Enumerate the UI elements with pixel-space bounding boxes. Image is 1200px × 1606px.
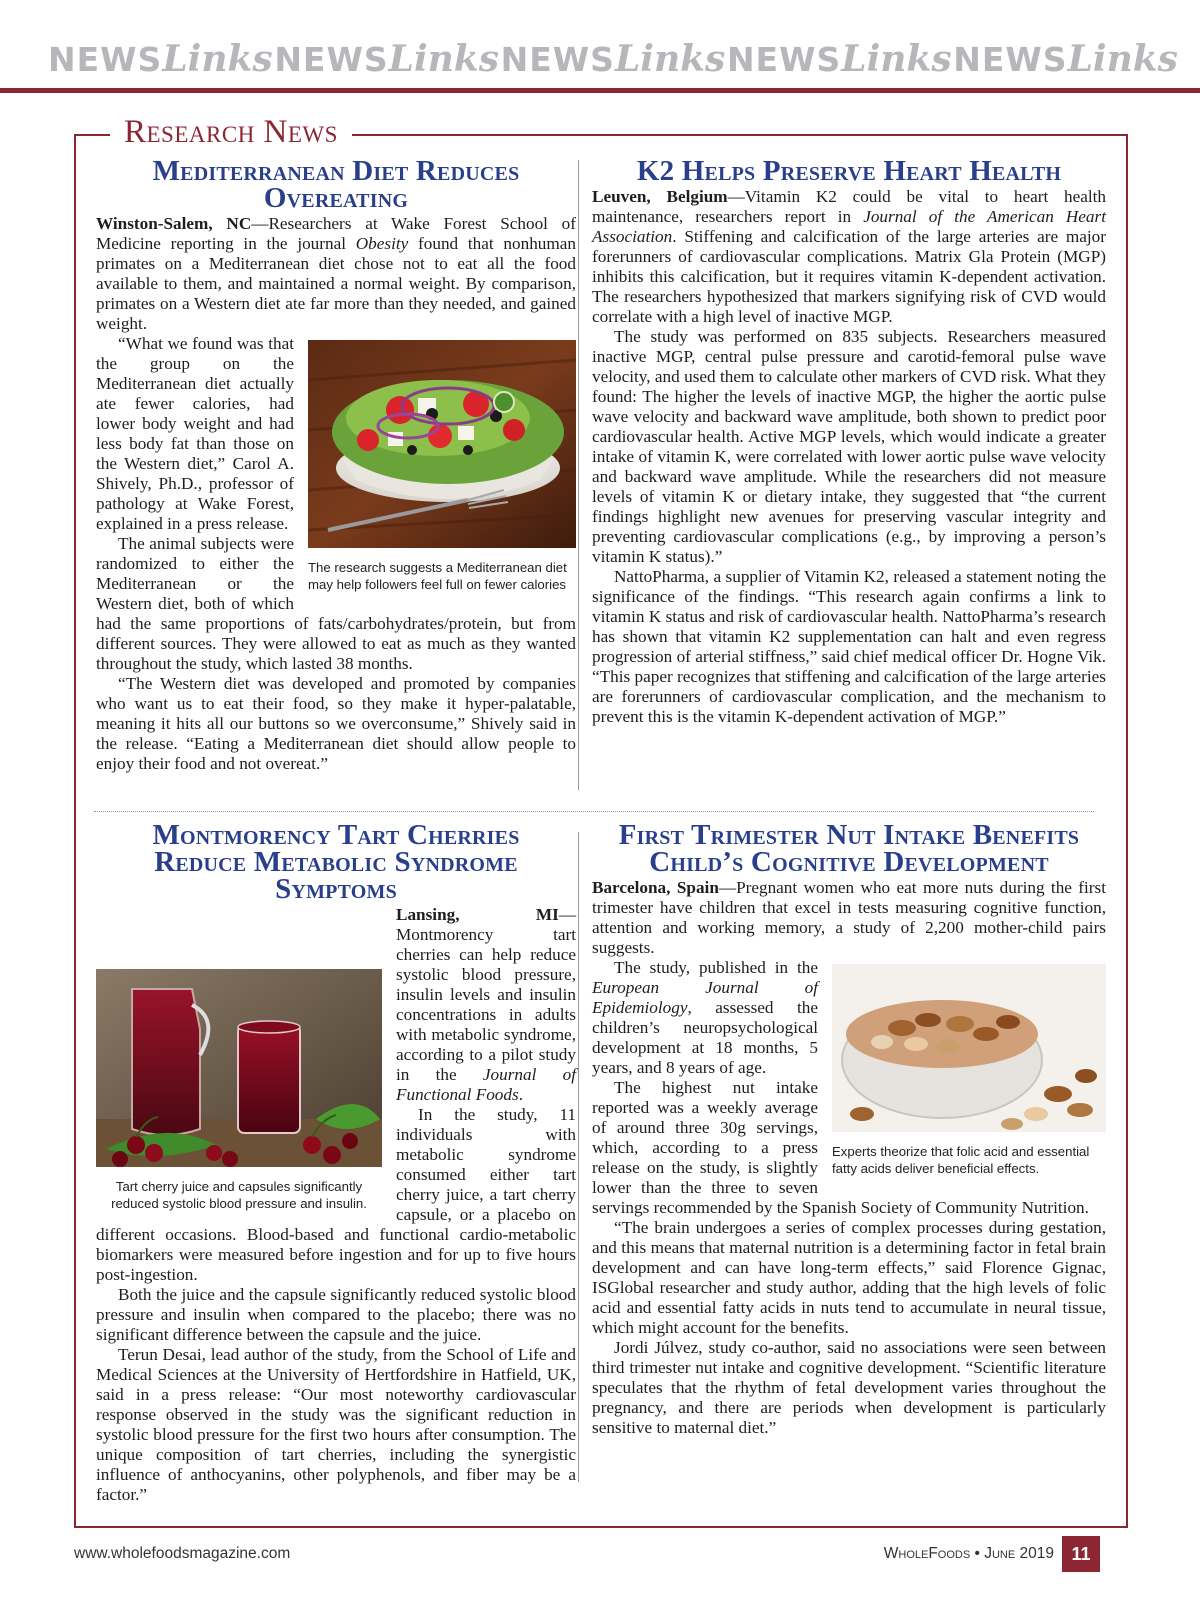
paragraph-text: Vitamin K2 could be vital to heart health maintenance, researchers report in bbox=[592, 187, 1106, 226]
dateline: Lansing, MI bbox=[396, 905, 559, 924]
banner-news-text: NEWS bbox=[726, 40, 842, 79]
journal-name: Journal of the American Heart Association bbox=[592, 207, 1106, 246]
paragraph-text: Montmorency tart cherries can help reduce systolic blood pressure, insulin levels and insulin concentrations in adults with metabolic syndrome, according to a pilot study in the bbox=[396, 925, 576, 1084]
banner-news-text: NEWS bbox=[274, 40, 389, 79]
paragraph-text: , assessed the children’s neuropsychological development at 18 months, 5 years, and 8 years of age. bbox=[592, 998, 818, 1077]
paragraph-text: found that nonhuman primates on a Mediterranean diet chose not to eat all the food available to them, and maintained a normal weight. By comparison, primates on a Western diet ate far more than they needed, and gained weight. bbox=[96, 234, 576, 333]
cherry-figure bbox=[96, 969, 382, 1212]
journal-name: Journal of Functional Foods bbox=[396, 1065, 576, 1104]
article-body bbox=[592, 187, 1106, 727]
banner-item bbox=[48, 38, 273, 80]
article-paragraph: “What we found was that the group on the Mediterranean diet actually ate fewer calories, had lower body weight and had less body fat than those on the Western diet,” Carol A. Shively, Ph.D., professor of pathology at Wake Forest, explained in a press release. bbox=[96, 334, 294, 533]
article-paragraph: Lansing, MI—Montmorency tart cherries can help reduce systolic blood pressure, insulin levels and insulin concentrations in adults with metabolic syndrome, according to a pilot study in the Journal of Functional Foods. bbox=[396, 905, 576, 1104]
headline-line: First Trimester Nut Intake Benefits bbox=[618, 819, 1080, 851]
banner-rule bbox=[0, 88, 1200, 93]
article-paragraph: The study was performed on 835 subjects. Researchers measured inactive MGP, central pulse pressure and carotid-femoral pulse wave velocity, and used them to calculate other markers of CVD risk. What they found: The higher the levels of inactive MGP, the higher the aortic pulse wave velocity and backward wave amplitude, both shown to predict poor cardiovascular health. Active MGP levels, which would indicate a greater intake of vitamin K, were correlated with lower aortic pulse wave velocity and backward wave amplitude. While the researchers did not measure levels of vitamin K or dietary intake, they suggested that “the current findings highlight new avenues for preserving vascular integrity and preventing cardiovascular complications (e.g., by improving a person’s vitamin K status).” bbox=[592, 327, 1106, 566]
dateline: Winston-Salem, NC bbox=[96, 214, 252, 233]
banner-item bbox=[501, 38, 726, 80]
article-paragraph: Jordi Júlvez, study co-author, said no associations were seen between third trimester nut intake and cognitive development. “Scientific literature speculates that the rhythm of fetal development varies throughout the pregnancy, and there are periods when development is particularly sensitive to maternal diet.” bbox=[592, 1338, 1106, 1437]
column-divider-top bbox=[578, 160, 579, 790]
article-paragraph: Winston-Salem, NC—Researchers at Wake Forest School of Medicine reporting in the journal Obesity found that nonhuman primates on a Mediterranean diet chose not to eat all the food available to them, and maintained a normal weight. By comparison, primates on a Western diet ate far more than they needed, and gained weight. bbox=[96, 214, 576, 333]
headline-line: Reduce Metabolic Syndrome Symptoms bbox=[154, 846, 518, 905]
article-body bbox=[96, 905, 576, 1505]
banner-links-text: Links bbox=[162, 38, 273, 80]
article-paragraph: “The brain undergoes a series of complex processes during gestation, and this means that maternal nutrition is a determining factor in fetal brain development and can have long-term effects,” said Florence Gignac, ISGlobal researcher and study author, adding that the high levels of folic acid and essential fatty acids in nuts tend to accumulate in neural tissue, which might account for the benefits. bbox=[592, 1218, 1106, 1337]
banner-item bbox=[274, 38, 499, 80]
page-number: 11 bbox=[1062, 1536, 1100, 1572]
column-divider-bottom bbox=[578, 832, 579, 1482]
section-title: Research News bbox=[110, 114, 352, 151]
nut-figure bbox=[832, 964, 1106, 1177]
banner-news-text: NEWS bbox=[953, 40, 1068, 79]
article-paragraph: Barcelona, Spain—Pregnant women who eat more nuts during the first trimester have children that excel in tests measuring cognitive function, attention and working memory, a study of 2,200 mother-child pairs suggests. bbox=[592, 878, 1106, 957]
article-headline: K2 Helps Preserve Heart Health bbox=[636, 155, 1062, 187]
footer-url: www.wholefoodsmagazine.com bbox=[74, 1545, 291, 1562]
banner-links-text: Links bbox=[841, 38, 952, 80]
banner-news-text: NEWS bbox=[500, 40, 615, 79]
banner-item bbox=[953, 38, 1178, 80]
article-headline bbox=[96, 819, 576, 905]
paragraph-text: Pregnant women who eat more nuts during the first trimester have children that excel in tests measuring cognitive function, attention and working memory, a study of 2,200 mother-child pairs suggests. bbox=[592, 878, 1106, 957]
salad-photo bbox=[308, 340, 576, 548]
article-paragraph: The animal subjects were randomized to either the Mediterranean or the Western diet, both of which had the same proportions of fats/carbohydrates/protein, but from different sources. They were allowed to eat as much as they wanted throughout the study, which lasted 38 months. bbox=[96, 534, 576, 673]
banner-links-text: Links bbox=[388, 38, 500, 80]
cherry-photo bbox=[96, 969, 382, 1167]
figure-caption: Tart cherry juice and capsules significantly reduced systolic blood pressure and insulin. bbox=[111, 1179, 367, 1211]
article-cherries bbox=[96, 819, 576, 1505]
paragraph-text: . Stiffening and calcification of the large arteries are major forerunners of cardiovascular complications. Matrix Gla Protein (MGP) inhibits this calcification, but it requires vitamin K-dependent activation. The researchers hypothesized that markers signifying risk of CVD would correlate with a high level of inactive MGP. bbox=[592, 227, 1106, 326]
headline-line: Child’s Cognitive Development bbox=[649, 846, 1049, 878]
banner-links-text: Links bbox=[614, 38, 726, 80]
paragraph-text: Researchers at Wake Forest School of Medicine reporting in the journal bbox=[96, 214, 576, 253]
banner-links-text: Links bbox=[1067, 38, 1178, 80]
paragraph-text: . bbox=[518, 1085, 523, 1104]
article-headline bbox=[592, 819, 1106, 878]
journal-name: Obesity bbox=[355, 234, 409, 253]
article-headline: Mediterranean Diet Reduces Overeating bbox=[152, 155, 520, 214]
dateline: Barcelona, Spain bbox=[592, 878, 719, 897]
article-paragraph: Both the juice and the capsule significantly reduced systolic blood pressure and insulin when compared to the placebo; there was no significant difference between the capsule and the juice. bbox=[96, 1285, 576, 1344]
article-paragraph: Leuven, Belgium—Vitamin K2 could be vital to heart health maintenance, researchers report in Journal of the American Heart Association. Stiffening and calcification of the large arteries are major forerunners of cardiovascular complications. Matrix Gla Protein (MGP) inhibits this calcification, but it requires vitamin K-dependent activation. The researchers hypothesized that markers signifying risk of CVD would correlate with a high level of inactive MGP. bbox=[592, 187, 1106, 326]
figure-caption: Experts theorize that folic acid and essential fatty acids deliver beneficial effects. bbox=[832, 1144, 1090, 1176]
article-paragraph: “The Western diet was developed and promoted by companies who want us to eat their food, so they make it hyper-palatable, meaning it hits all our buttons so we overconsume,” Shively said in the release. “Eating a Mediterranean diet should allow people to enjoy their food and not overeat.” bbox=[96, 674, 576, 773]
article-paragraph: NattoPharma, a supplier of Vitamin K2, released a statement noting the significance of the findings. “This research again confirms a link to vitamin K status and risk of cardiovascular health. NattoPharma’s research has shown that vitamin K2 supplementation can halt and even regress progression of arterial stiffness,” said chief medical officer Dr. Hogne Vik. “This paper recognizes that stiffening and calcification of the large arteries are forerunners of cardiovascular complication, and the mechanism to prevent this is the vitamin K-dependent activation of MGP.” bbox=[592, 567, 1106, 726]
footer-magazine-issue: WholeFoods • June 2019 bbox=[883, 1545, 1054, 1562]
salad-figure bbox=[308, 340, 576, 593]
headline-line: Montmorency Tart Cherries bbox=[152, 819, 520, 851]
article-body bbox=[96, 214, 576, 774]
row-divider bbox=[94, 811, 1094, 812]
article-k2 bbox=[592, 155, 1106, 727]
article-body bbox=[592, 878, 1106, 1438]
article-paragraph: Terun Desai, lead author of the study, from the School of Life and Medical Sciences at the University of Hertfordshire in Hatfield, UK, said in a press release: “Our most noteworthy cardiovascular response observed in the study was the significant reduction in systolic blood pressure for the first two hours after consumption. The unique composition of tart cherries, including the synergistic influence of anthocyanins, other polyphenols, and fiber may be a factor.” bbox=[96, 1345, 576, 1504]
article-nuts bbox=[592, 819, 1106, 1438]
article-mediterranean bbox=[96, 155, 576, 774]
journal-name: European Journal of Epidemiology bbox=[592, 978, 818, 1017]
paragraph-text: The study, published in the bbox=[614, 958, 818, 977]
banner-news-text: NEWS bbox=[48, 40, 163, 79]
article-paragraph: In the study, 11 individuals with metabolic syndrome consumed either tart cherry juice, a tart cherry capsule, or a placebo on different occasions. Blood-based and functional cardio-metabolic biomarkers were measured before ingestion and for up to five hours post-ingestion. bbox=[96, 1105, 576, 1284]
banner-item bbox=[727, 38, 952, 80]
nut-photo bbox=[832, 964, 1106, 1132]
dateline: Leuven, Belgium bbox=[592, 187, 728, 206]
newslinks-banner bbox=[0, 0, 1200, 92]
article-paragraph: The highest nut intake reported was a weekly average of around three 30g servings, which, according to a press release on the study, is slightly lower than the three to seven servings recommended by the Spanish Society of Community Nutrition. bbox=[592, 1078, 1089, 1217]
figure-caption: The research suggests a Mediterranean diet may help followers feel full on fewer calories bbox=[308, 560, 567, 592]
